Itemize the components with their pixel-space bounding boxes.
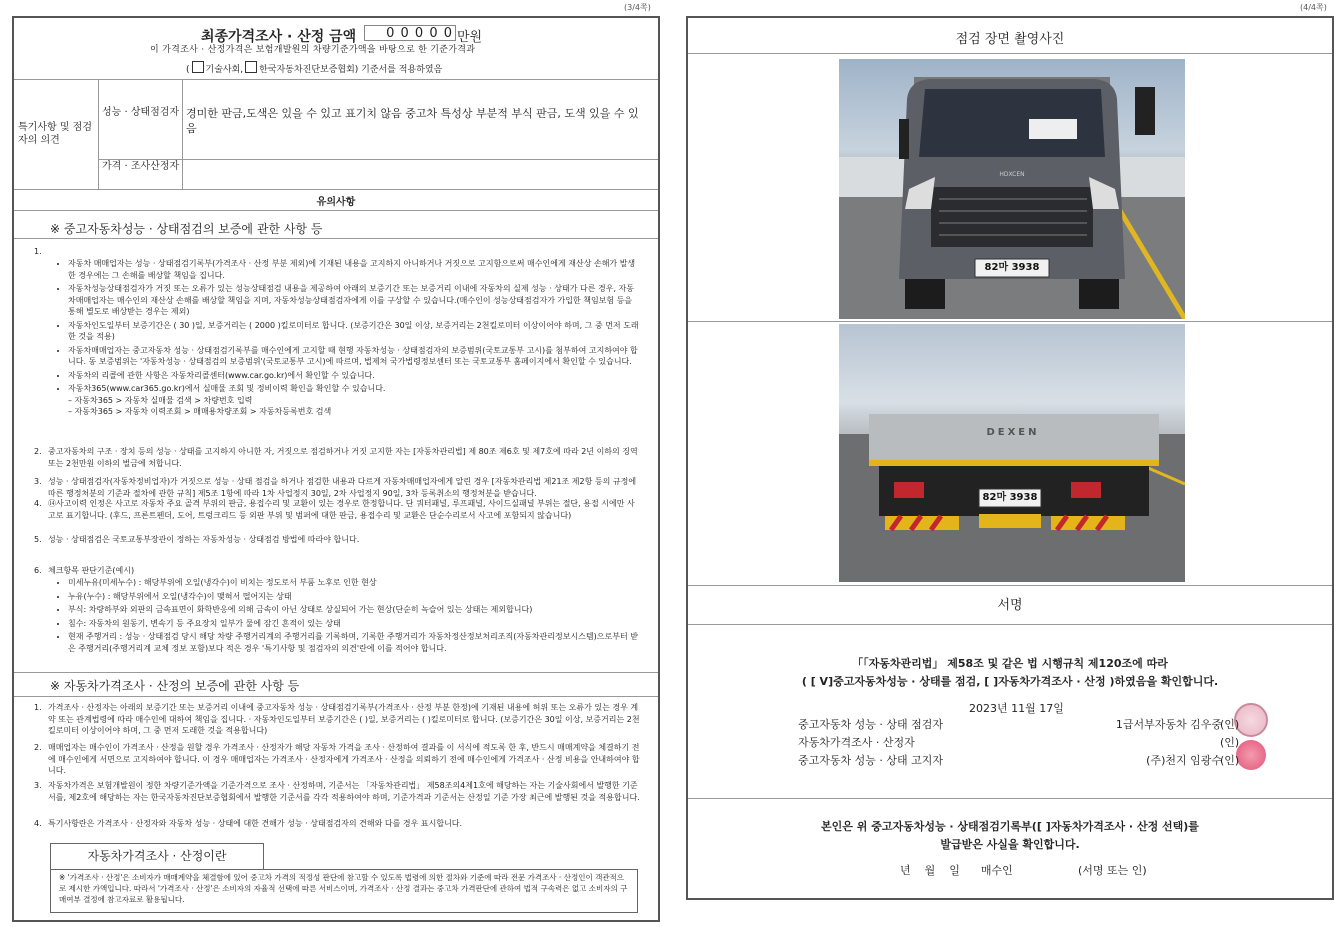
signer-role: 중고자동차 성능 · 상태 점검자 <box>798 718 943 731</box>
page-number-left: (3/4쪽) <box>624 3 651 12</box>
item-num: 2. <box>34 447 42 456</box>
item1-bullet: • 자동차인도일부터 보증기간은 ( 30 )일, 보증거리는 ( 2000 )킬로미터로 합니다. (보증기간은 30일 이상, 보증거리는 2천킬로미터 이상이어야 하며, 그 중 먼저 도래한 것을 적용) <box>68 320 640 343</box>
section2-title: ※ 자동차가격조사 · 산정의 보증에 관한 사항 등 <box>50 679 300 693</box>
basis-line: 이 가격조사 · 산정가격은 보험개발원의 차량기준가액을 바탕으로 한 기준가격과 <box>150 45 476 55</box>
final-price-title: 최종가격조사 · 산정 금액 <box>201 29 357 45</box>
item6-bullet: • 침수: 자동차의 원동기, 변속기 등 주요장치 일부가 물에 잠긴 흔적이 있는 상태 <box>68 618 640 630</box>
buyer-sign: (서명 또는 인) <box>1078 864 1147 877</box>
buyer-line: 년 월 일 매수인 <box>900 864 1013 877</box>
item-num: 1. <box>34 703 42 712</box>
perf-inspector-label: 성능 · 상태점검자 <box>102 107 180 118</box>
item1-bullet: • 자동차성능상태점검자가 거짓 또는 오류가 있는 성능상태점검 내용을 제공하여 아래의 보증기간 또는 보증거리 이내에 자동차의 실제 성능 · 상태가 다른 경우, 자동차매매업자는 매수인의 재산상 손해를 배상할 책임을 지며, 자동차성능상태점검자에게 이를 구상할 수 있습니다.(매수인이 성능상태점검자가 가입한 책임보험 등을 통해 별도로 배상받는 경우는 제외) <box>68 283 640 318</box>
law-line-2: ( [ V]중고자동차성능 · 상태를 점검, [ ]자동차가격조사 · 산정 )하였음을 확인합니다. <box>801 675 1219 688</box>
item-num: 4. <box>34 819 42 828</box>
opinion-label: 특기사항 및 점검자의 의견 <box>18 122 92 146</box>
law-line-1: 「「자동차관리법」 제58조 및 같은 법 시행규칙 제120조에 따라 <box>852 657 1168 670</box>
signature-title: 서명 <box>997 598 1023 613</box>
section1-title: ※ 중고자동차성능 · 상태점검의 보증에 관한 사항 등 <box>50 222 323 236</box>
item6-bullet: • 누유(누수) : 해당부위에서 오일(냉각수)이 맺혀서 떨어지는 상태 <box>68 591 640 603</box>
signer-name: 1급서부자동차 김우중 <box>1115 718 1222 731</box>
item-num: 5. <box>34 535 42 544</box>
item6-list <box>54 577 640 656</box>
numbered-item <box>34 446 640 469</box>
item1-bullet: • 자동차매매업자는 중고자동차 성능 · 상태점검기록부를 매수인에게 고지할 때 현행 자동차성능 · 상태점검자의 보증범위(국토교통부 고시)를 첨부하여 고지하여야 합니다. 동 보증범위는 '자동차성능 · 상태점검의 보증범위'(국토교통부 고시)에 따르며, 법제처 국가법령정보센터 또는 국토교통부 홈페이지에서 확인할 수 있습니다. <box>68 345 640 368</box>
confirm-line-2: 발급받은 사실을 확인합니다. <box>940 838 1080 851</box>
item6-bullet: • 현재 주행거리 : 성능 · 상태점검 당시 해당 차량 주행거리계의 주행거리를 기록하며, 기록한 주행거리가 자동차정산정보처리조직(자동차관리정보시스템)으로부터 받은 주행거리(주행거리계 교체 정보 포함)보다 적은 경우 '특기사항 및 점검자의 의견'란에 이를 적어야 합니다. <box>68 631 640 654</box>
item-text: 성능 · 상태점검자(자동차정비업자)가 거짓으로 성능 · 상태 점검을 하거나 점검한 내용과 다르게 자동차매매업자에게 알린 경우 [자동차관리법 제21조 제2항 등의 규정에 따른 행정처분의 기준과 절차에 관한 규칙] 제5조 1항에 따라 1차 사업정지 30일, 2차 사업정지 90일, 3차 등록취소의 행정처분을 받습니다. <box>48 477 637 498</box>
notice-title: 유의사항 <box>316 197 356 208</box>
item-text: 가격조사 · 산정자는 아래의 보증기간 또는 보증거리 이내에 중고자동차 성능 · 상태점검기록부(가격조사 · 산정 부분 한정)에 기재된 내용에 허위 또는 오류가 있는 경우 계약 또는 관계법령에 따라 매수인에 대하여 책임을 집니다. · 자동차인도일부터 보증기간은 ( )일, 보증거리는 ( )킬로미터로 합니다. (보증기간은 30일 이상, 보증거리는 2천킬로미터 이상이어야 하며, 그 중 먼저 도래한 것을 적용합니다) <box>48 703 640 735</box>
item-text: 특기사항란은 가격조사 · 산정자와 자동차 성능 · 상태에 대한 견해가 성능 · 상태점검자의 견해와 다를 경우 표시합니다. <box>48 819 463 828</box>
item-text: 성능 · 상태점검은 국토교통부장관이 정하는 자동차성능 · 상태점검 방법에 따라야 합니다. <box>48 535 360 544</box>
amount-unit: 만원 <box>457 30 483 45</box>
signer-role: 자동차가격조사 · 산정자 <box>798 736 915 749</box>
rear-photo <box>839 324 1185 582</box>
numbered-item <box>34 534 640 546</box>
signer-role: 중고자동차 성능 · 상태 고지자 <box>798 754 943 767</box>
item6-bullet: • 부식: 차량하부와 외판의 금속표면이 화학반응에 의해 금속이 아닌 상태로 상실되어 가는 현상(단순히 녹슬어 있는 상태는 제외합니다) <box>68 604 640 616</box>
right-page <box>686 16 1334 900</box>
item-num: 4. <box>34 499 42 508</box>
item6-num: 6. <box>34 566 42 575</box>
item6-bullet: • 미세누유(미세누수) : 해당부위에 오일(냉각수)이 비치는 정도로서 부품 노후로 인한 현상 <box>68 577 640 589</box>
item1-num: 1. <box>34 247 42 256</box>
pricing-box-title: 자동차가격조사 · 산정이란 <box>50 843 264 869</box>
pricing-box-text: ※ '가격조사 · 산정'은 소비자가 매매계약을 체결함에 있어 중고차 가격의 적정성 판단에 참고할 수 있도록 법령에 의한 절차와 기준에 따라 전문 가격조사 · 산정인이 객관적으로 제시한 가액입니다. 따라서 '가격조사 · 산정'은 소비자의 자율적 선택에 따른 서비스이며, 가격조사 · 산정 결과는 중고차 가격판단에 관하여 법적 구속력은 없고 소비자의 구매여부 결정에 참고자료로 활용됩니다. <box>50 869 638 913</box>
price-inspector-label: 가격 · 조사산정자 <box>102 161 180 172</box>
item-num: 3. <box>34 477 42 486</box>
section2-item <box>34 780 640 803</box>
item-text: 중고자동차의 구조 · 장치 등의 성능 · 상태를 고지하지 아니한 자, 거짓으로 점검하거나 거짓 고지한 자는 [자동차관리법] 제 80조 제6호 및 제7호에 따라 2년 이하의 징역 또는 2천만원 이하의 벌금에 처합니다. <box>48 447 638 468</box>
front-plate: 82마 3938 <box>984 262 1040 273</box>
item-text: ⑭사고이력 인정은 사고로 자동차 주요 골격 부위의 판금, 용접수리 및 교환이 있는 경우로 한정합니다. 단 쿼터패널, 루프패널, 사이드실패널 부위는 절단, 용접 시에만 사고로 표기합니다. (후드, 프론트펜더, 도어, 트렁크리드 등 외판 부위 및 범퍼에 대한 판금, 용접수리 및 교환은 단순수리로서 사고에 포함되지 않습니다) <box>48 499 635 520</box>
perf-inspector-opinion: 경미한 판금,도색은 있을 수 있고 표기치 않음 중고차 특성상 부분적 부식 판금, 도색 있을 수 있음 <box>186 107 639 135</box>
rear-brand: DEXEN <box>986 427 1040 438</box>
item-num: 3. <box>34 781 42 790</box>
numbered-item <box>34 498 640 521</box>
checkbox-tech <box>192 61 204 73</box>
left-page <box>12 16 660 922</box>
front-photo <box>839 59 1185 319</box>
item1-list <box>54 258 640 420</box>
photo-section-title: 점검 장면 촬영사진 <box>955 32 1065 47</box>
item-text: 매매업자는 매수인이 가격조사 · 산정을 원할 경우 가격조사 · 산정자가 해당 자동차 가격을 조사 · 산정하여 결과를 이 서식에 적도록 한 후, 반드시 매매계약을 체결하기 전에 매수인에게 서면으로 고지하여야 합니다. 이 경우 매매업자는 가격조사 · 산정자에게 가격조사 · 산정을 의뢰하기 전에 매수인에게 가격조사 · 산정 비용을 안내하여야 합니다. <box>48 743 640 775</box>
item-text: 자동차가격은 보험개발원이 정한 차량기준가액을 기준가격으로 조사 · 산정하며, 기준서는 「자동차관리법」 제58조의4제1호에 해당하는 자는 기술사회에서 발행한 기준서를, 제2호에 해당하는 자는 한국자동차진단보증협회에서 발행한 기준서를 각각 적용하여야 하며, 기준가격과 기준서는 산정일 기준 가장 최근에 발행된 것을 적용합니다. <box>48 781 640 802</box>
section2-item <box>34 742 640 777</box>
front-brand: HDXCEN <box>999 171 1025 178</box>
notifier-seal <box>1236 740 1266 770</box>
item1-bullet: • 자동차 매매업자는 성능 · 상태점검기록부(가격조사 · 산정 부분 제외)에 기재된 내용을 고지하지 아니하거나 거짓으로 고지함으로써 매수인에게 재산상 손해가 발생한 경우에는 그 손해를 배상할 책임을 집니다. <box>68 258 640 281</box>
item1-bullet: • 자동차365(www.car365.go.kr)에서 실매물 조회 및 정비이력 확인을 확인할 수 있습니다. – 자동차365 > 자동차 실매물 검색 > 차량번호 입력 – 자동차365 > 자동차 이력조회 > 매매용차량조회 > 자동차등록번호 검색 <box>68 383 640 418</box>
item-num: 2. <box>34 743 42 752</box>
criteria-line: ( 기술사회, 한국자동차진단보증협회) 기준서를 적용하였음 <box>186 61 442 76</box>
amount-field: 0 0 0 0 0 <box>364 25 456 41</box>
sign-date: 2023년 11월 17일 <box>969 702 1064 715</box>
page-number-right: (4/4쪽) <box>1300 3 1327 12</box>
confirm-line-1: 본인은 위 중고자동차성능 · 상태점검기록부([ ]자동차가격조사 · 산정 선택)를 <box>821 820 1199 833</box>
item1-bullet: • 자동차의 리콜에 관한 사항은 자동차리콜센터(www.car.go.kr)에서 확인할 수 있습니다. <box>68 370 640 382</box>
rear-plate: 82마 3938 <box>982 492 1038 503</box>
signer-seal-mark: (인) <box>1220 736 1240 749</box>
signer-seal-mark: (인) <box>1220 718 1240 731</box>
signer-seal-mark: (인) <box>1220 754 1240 767</box>
item6-title: 체크항목 판단기준(예시) <box>48 566 135 575</box>
signer-name: (주)천지 임광수 <box>1146 754 1222 767</box>
section2-item <box>34 702 640 737</box>
section2-item <box>34 818 640 830</box>
checkbox-assoc <box>245 61 257 73</box>
numbered-item <box>34 476 640 499</box>
